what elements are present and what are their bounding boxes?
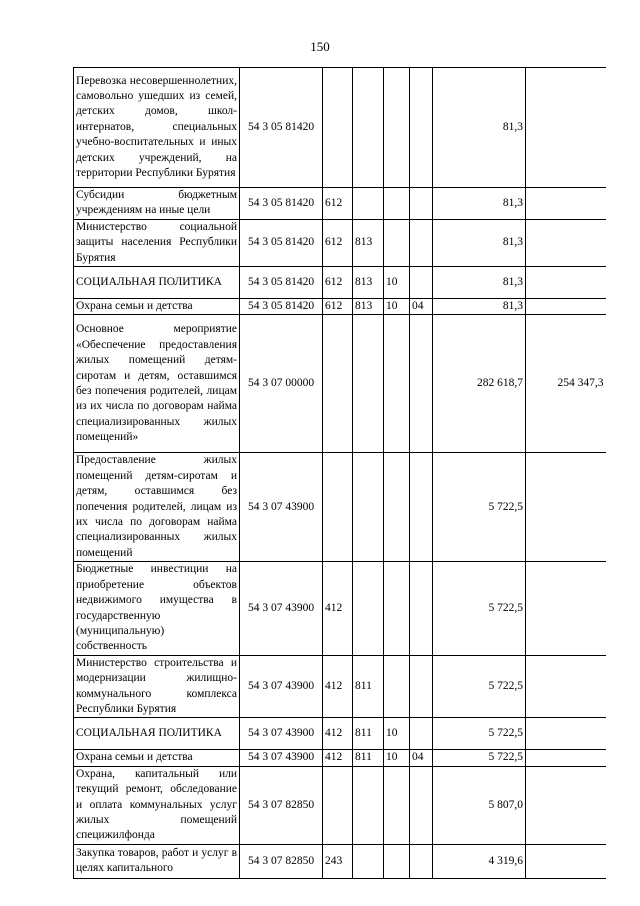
section-cell: 10	[384, 299, 410, 315]
description-cell: Бюджетные инвестиции на приобретение объектов недвижимого имущества в государственную (муниципальную) собственность	[74, 562, 240, 655]
description-cell: Охрана, капитальный или текущий ремонт, обследование и оплата коммунальных услуг жилых помещений специжилфонда	[74, 766, 240, 844]
description-cell: Министерство строительства и модернизации жилищно-коммунального комплекса Республики Бурятия	[74, 655, 240, 718]
table-row	[74, 68, 606, 188]
amount-2-cell	[526, 844, 606, 878]
amount-cell: 81,3	[433, 68, 526, 188]
subsection-cell	[410, 68, 433, 188]
subsection-cell	[410, 766, 433, 844]
target-code-cell: 54 3 07 43900	[240, 562, 323, 655]
expense-type-cell: 612	[323, 219, 353, 266]
section-cell	[384, 453, 410, 562]
table-row	[74, 315, 606, 453]
target-code-cell: 54 3 07 43900	[240, 655, 323, 718]
amount-cell: 81,3	[433, 299, 526, 315]
section-cell	[384, 844, 410, 878]
target-code-cell: 54 3 07 43900	[240, 453, 323, 562]
section-cell	[384, 68, 410, 188]
amount-2-cell	[526, 453, 606, 562]
target-code-cell: 54 3 07 43900	[240, 718, 323, 750]
table-row	[74, 188, 606, 220]
ministry-code-cell: 813	[353, 219, 384, 266]
amount-cell: 81,3	[433, 188, 526, 220]
subsection-cell	[410, 844, 433, 878]
table-row	[74, 453, 606, 562]
amount-2-cell	[526, 766, 606, 844]
description-cell: Субсидии бюджетным учреждениям на иные цели	[74, 188, 240, 220]
ministry-code-cell	[353, 315, 384, 453]
page-number: 150	[310, 39, 330, 54]
subsection-cell	[410, 188, 433, 220]
section-cell	[384, 188, 410, 220]
table-row	[74, 219, 606, 266]
description-cell: Охрана семьи и детства	[74, 299, 240, 315]
description-cell: Основное мероприятие «Обеспечение предоставления жилых помещений детям-сиротам и детям, оставшимся без попечения родителей, лицам из их числа по договорам найма специализированных жилых помещений»	[74, 315, 240, 453]
ministry-code-cell: 813	[353, 299, 384, 315]
expense-type-cell	[323, 766, 353, 844]
expense-type-cell: 612	[323, 188, 353, 220]
expense-type-cell: 412	[323, 562, 353, 655]
target-code-cell: 54 3 07 43900	[240, 750, 323, 766]
expense-type-cell: 412	[323, 718, 353, 750]
subsection-cell	[410, 718, 433, 750]
section-cell	[384, 562, 410, 655]
description-cell: Предоставление жилых помещений детям-сиротам и детям, оставшимся без попечения родителей, лицам из их числа по договорам найма специализированных жилых помещений	[74, 453, 240, 562]
section-cell	[384, 766, 410, 844]
amount-2-cell	[526, 562, 606, 655]
description-cell: СОЦИАЛЬНАЯ ПОЛИТИКА	[74, 718, 240, 750]
subsection-cell	[410, 267, 433, 299]
section-cell	[384, 655, 410, 718]
table-row	[74, 844, 606, 878]
amount-2-cell	[526, 68, 606, 188]
expense-type-cell: 612	[323, 267, 353, 299]
ministry-code-cell: 811	[353, 750, 384, 766]
description-cell: СОЦИАЛЬНАЯ ПОЛИТИКА	[74, 267, 240, 299]
table-row	[74, 766, 606, 844]
amount-2-cell	[526, 750, 606, 766]
amount-cell: 5 722,5	[433, 750, 526, 766]
amount-2-cell	[526, 655, 606, 718]
amount-cell: 81,3	[433, 267, 526, 299]
expense-type-cell: 243	[323, 844, 353, 878]
target-code-cell: 54 3 05 81420	[240, 68, 323, 188]
section-cell	[384, 219, 410, 266]
target-code-cell: 54 3 05 81420	[240, 188, 323, 220]
subsection-cell	[410, 315, 433, 453]
expense-type-cell: 412	[323, 655, 353, 718]
subsection-cell	[410, 453, 433, 562]
table-row	[74, 718, 606, 750]
amount-cell: 5 807,0	[433, 766, 526, 844]
table-row	[74, 750, 606, 766]
table-body	[74, 68, 606, 879]
amount-2-cell	[526, 718, 606, 750]
ministry-code-cell	[353, 844, 384, 878]
subsection-cell	[410, 219, 433, 266]
amount-cell: 5 722,5	[433, 562, 526, 655]
section-cell: 10	[384, 718, 410, 750]
subsection-cell	[410, 562, 433, 655]
amount-2-cell	[526, 188, 606, 220]
table-row	[74, 267, 606, 299]
expense-type-cell	[323, 315, 353, 453]
ministry-code-cell	[353, 766, 384, 844]
description-cell: Охрана семьи и детства	[74, 750, 240, 766]
subsection-cell: 04	[410, 299, 433, 315]
table-row	[74, 299, 606, 315]
target-code-cell: 54 3 07 82850	[240, 766, 323, 844]
ministry-code-cell: 811	[353, 718, 384, 750]
section-cell: 10	[384, 267, 410, 299]
target-code-cell: 54 3 05 81420	[240, 219, 323, 266]
amount-cell: 5 722,5	[433, 655, 526, 718]
expense-type-cell: 612	[323, 299, 353, 315]
budget-table	[73, 67, 606, 879]
amount-cell: 5 722,5	[433, 718, 526, 750]
target-code-cell: 54 3 07 00000	[240, 315, 323, 453]
amount-2-cell: 254 347,3	[526, 315, 606, 453]
expense-type-cell: 412	[323, 750, 353, 766]
expense-type-cell	[323, 453, 353, 562]
table-row	[74, 562, 606, 655]
amount-cell: 4 319,6	[433, 844, 526, 878]
amount-cell: 5 722,5	[433, 453, 526, 562]
amount-cell: 81,3	[433, 219, 526, 266]
amount-2-cell	[526, 299, 606, 315]
target-code-cell: 54 3 05 81420	[240, 299, 323, 315]
table-row	[74, 655, 606, 718]
subsection-cell: 04	[410, 750, 433, 766]
amount-cell: 282 618,7	[433, 315, 526, 453]
ministry-code-cell: 811	[353, 655, 384, 718]
description-cell: Министерство социальной защиты населения Республики Бурятия	[74, 219, 240, 266]
ministry-code-cell	[353, 188, 384, 220]
section-cell: 10	[384, 750, 410, 766]
subsection-cell	[410, 655, 433, 718]
amount-2-cell	[526, 267, 606, 299]
ministry-code-cell	[353, 68, 384, 188]
amount-2-cell	[526, 219, 606, 266]
description-cell: Закупка товаров, работ и услуг в целях капитального	[74, 844, 240, 878]
ministry-code-cell	[353, 453, 384, 562]
section-cell	[384, 315, 410, 453]
ministry-code-cell	[353, 562, 384, 655]
expense-type-cell	[323, 68, 353, 188]
ministry-code-cell: 813	[353, 267, 384, 299]
target-code-cell: 54 3 05 81420	[240, 267, 323, 299]
description-cell: Перевозка несовершеннолетних, самовольно ушедших из семей, детских домов, школ-интернатов, специальных учебно-воспитательных и иных детских учреждений, на территории Республики Бурятия	[74, 68, 240, 188]
target-code-cell: 54 3 07 82850	[240, 844, 323, 878]
